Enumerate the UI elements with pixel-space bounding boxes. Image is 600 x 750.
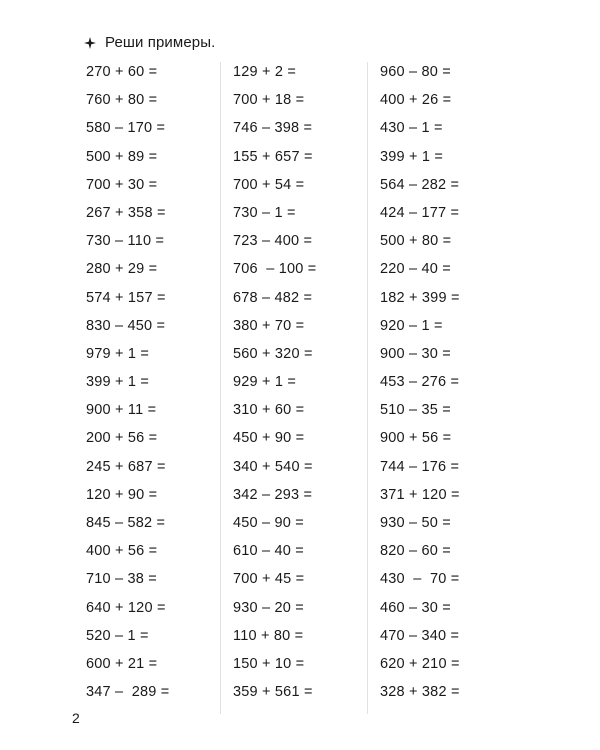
arithmetic-exercise: 640 + 120 = <box>86 599 166 616</box>
arithmetic-exercise: 310 + 60 = <box>233 402 305 419</box>
arithmetic-exercise: 920 – 1 = <box>380 317 443 334</box>
arithmetic-exercise: 460 – 30 = <box>380 599 451 616</box>
arithmetic-exercise: 380 + 70 = <box>233 317 305 334</box>
arithmetic-exercise: 371 + 120 = <box>380 486 460 503</box>
arithmetic-exercise: 129 + 2 = <box>233 64 297 80</box>
arithmetic-exercise: 155 + 657 = <box>233 148 313 165</box>
arithmetic-exercise: 560 + 320 = <box>233 345 313 362</box>
arithmetic-exercise: 730 – 1 = <box>233 204 296 221</box>
arithmetic-exercise: 267 + 358 = <box>86 204 166 221</box>
arithmetic-exercise: 960 – 80 = <box>380 64 451 80</box>
arithmetic-exercise: 280 + 29 = <box>86 261 158 278</box>
arithmetic-exercise: 730 – 110 = <box>86 233 165 250</box>
arithmetic-exercise: 400 + 56 = <box>86 543 158 560</box>
arithmetic-exercise: 700 + 45 = <box>233 571 305 588</box>
arithmetic-exercise: 580 – 170 = <box>86 120 166 137</box>
task-instruction <box>84 34 215 51</box>
page-number: 2 <box>72 710 80 726</box>
arithmetic-exercise: 424 – 177 = <box>380 204 460 221</box>
arithmetic-exercise: 500 + 80 = <box>380 233 452 250</box>
arithmetic-exercise: 706 – 100 = <box>233 261 317 278</box>
arithmetic-exercise: 182 + 399 = <box>380 289 460 306</box>
arithmetic-exercise: 430 – 70 = <box>380 571 460 588</box>
arithmetic-exercise: 930 – 20 = <box>233 599 304 616</box>
arithmetic-exercise: 110 + 80 = <box>233 627 304 644</box>
arithmetic-exercise: 820 – 60 = <box>380 543 451 560</box>
arithmetic-exercise: 399 + 1 = <box>380 148 444 165</box>
arithmetic-exercise: 400 + 26 = <box>380 92 452 109</box>
arithmetic-exercise: 710 – 38 = <box>86 571 157 588</box>
arithmetic-exercise: 270 + 60 = <box>86 64 158 80</box>
arithmetic-exercise: 450 + 90 = <box>233 430 305 447</box>
arithmetic-exercise: 399 + 1 = <box>86 374 150 391</box>
arithmetic-exercise: 845 – 582 = <box>86 515 166 531</box>
arithmetic-exercise: 340 + 540 = <box>233 458 313 475</box>
arithmetic-exercise: 245 + 687 = <box>86 458 166 475</box>
exercise-column-2 <box>233 64 373 712</box>
arithmetic-exercise: 150 + 10 = <box>233 655 305 672</box>
arithmetic-exercise: 700 + 54 = <box>233 176 305 193</box>
arithmetic-exercise: 900 + 56 = <box>380 430 452 447</box>
arithmetic-exercise: 746 – 398 = <box>233 120 313 137</box>
arithmetic-exercise: 979 + 1 = <box>86 345 150 362</box>
arithmetic-exercise: 342 – 293 = <box>233 486 313 503</box>
arithmetic-exercise: 700 + 18 = <box>233 92 305 109</box>
arithmetic-exercise: 744 – 176 = <box>380 458 460 475</box>
exercise-column-1 <box>86 64 226 712</box>
arithmetic-exercise: 600 + 21 = <box>86 655 158 672</box>
arithmetic-exercise: 453 – 276 = <box>380 374 460 391</box>
arithmetic-exercise: 220 – 40 = <box>380 261 451 278</box>
arithmetic-exercise: 610 – 40 = <box>233 543 304 560</box>
arithmetic-exercise: 929 + 1 = <box>233 374 297 391</box>
arithmetic-exercise: 470 – 340 = <box>380 627 460 644</box>
arithmetic-exercise: 120 + 90 = <box>86 486 158 503</box>
arithmetic-exercise: 328 + 382 = <box>380 684 460 701</box>
arithmetic-exercise: 347 – 289 = <box>86 684 170 701</box>
instruction-text: Реши примеры. <box>105 34 216 51</box>
four-pointed-star-icon <box>84 37 96 49</box>
arithmetic-exercise: 723 – 400 = <box>233 233 313 250</box>
arithmetic-exercise: 700 + 30 = <box>86 176 158 193</box>
arithmetic-exercise: 830 – 450 = <box>86 317 166 334</box>
arithmetic-exercise: 450 – 90 = <box>233 515 304 531</box>
arithmetic-exercise: 760 + 80 = <box>86 92 158 109</box>
arithmetic-exercise: 564 – 282 = <box>380 176 460 193</box>
arithmetic-exercise: 430 – 1 = <box>380 120 443 137</box>
arithmetic-exercise: 200 + 56 = <box>86 430 158 447</box>
arithmetic-exercise: 930 – 50 = <box>380 515 451 531</box>
arithmetic-exercise: 500 + 89 = <box>86 148 158 165</box>
arithmetic-exercise: 359 + 561 = <box>233 684 313 701</box>
exercise-column-3 <box>380 64 520 712</box>
arithmetic-exercise: 900 + 11 = <box>86 402 157 419</box>
arithmetic-exercise: 900 – 30 = <box>380 345 451 362</box>
arithmetic-exercise: 574 + 157 = <box>86 289 166 306</box>
arithmetic-exercise: 678 – 482 = <box>233 289 313 306</box>
arithmetic-exercise: 510 – 35 = <box>380 402 451 419</box>
arithmetic-exercise: 520 – 1 = <box>86 627 149 644</box>
arithmetic-exercise: 620 + 210 = <box>380 655 460 672</box>
